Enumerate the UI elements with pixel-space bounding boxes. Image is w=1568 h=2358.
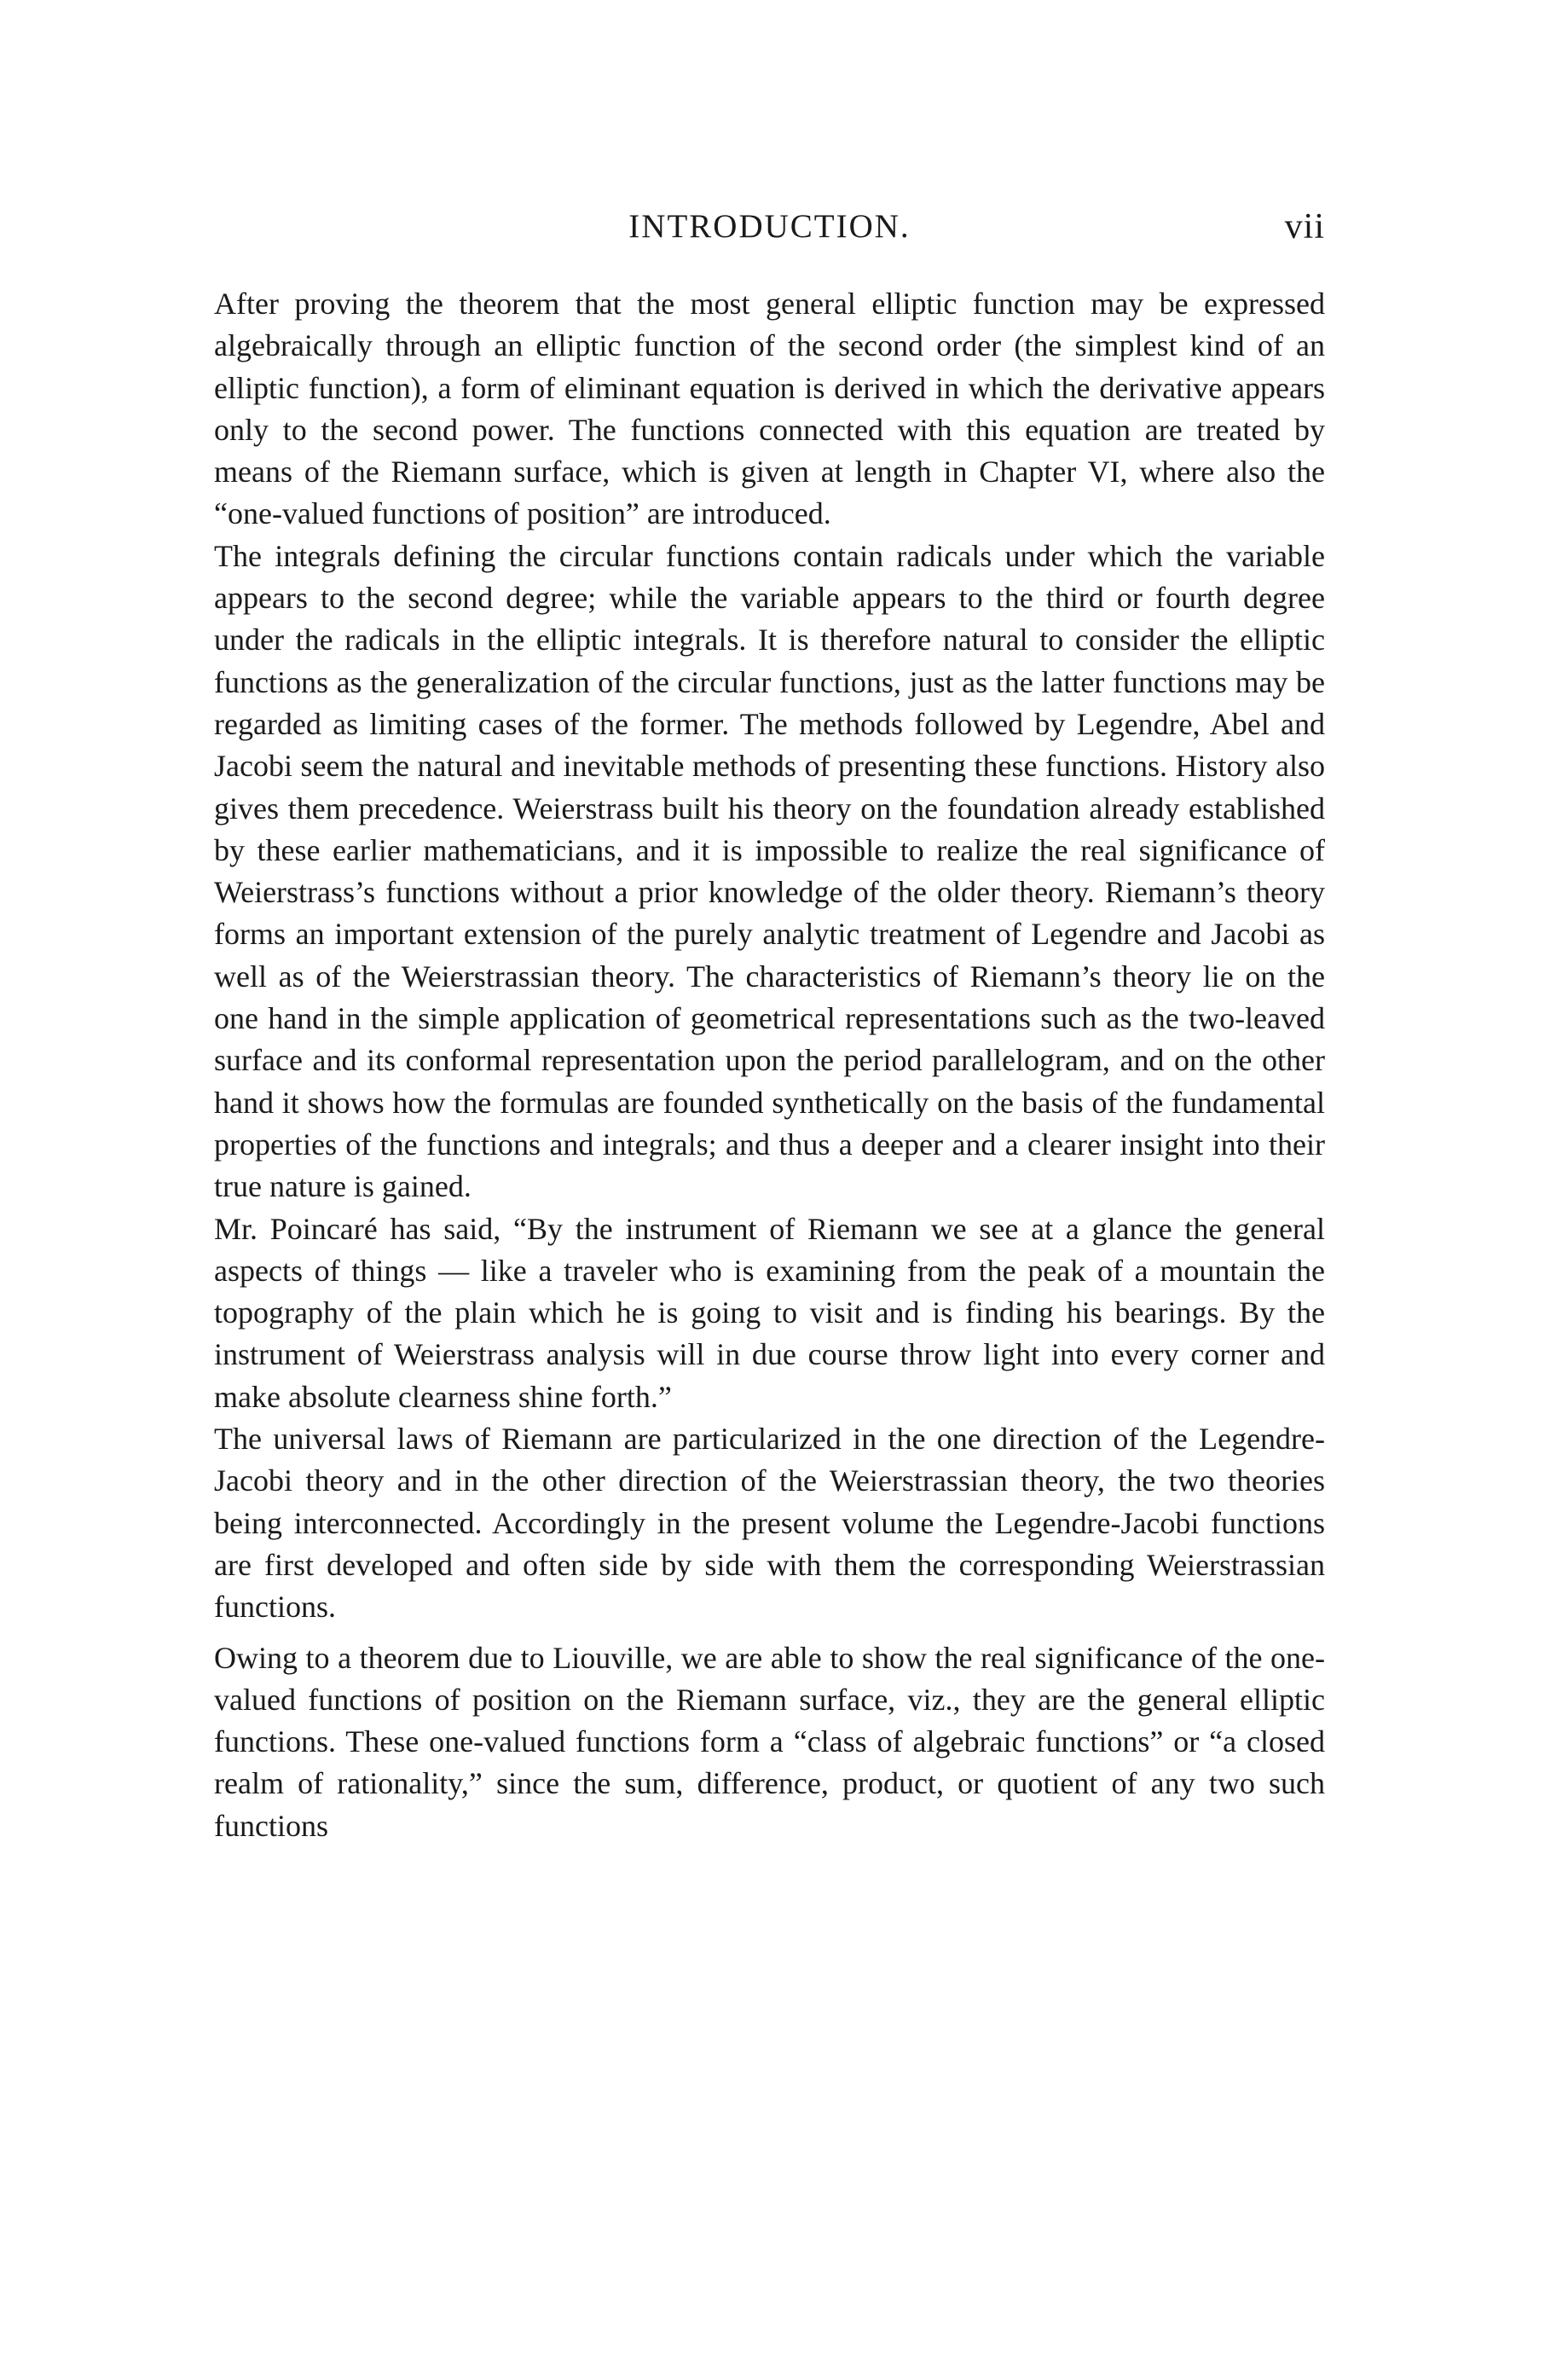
- page-number: vii: [1284, 207, 1325, 246]
- running-title: INTRODUCTION.: [628, 208, 911, 245]
- running-head: [214, 201, 1325, 252]
- paragraph: Owing to a theorem due to Liouville, we are able to show the real significance of the one-valued functions of position on the Riemann surface, viz., they are the general elliptic functions. These one-valued functions form a “class of algebraic functions” or “a closed realm of rationality,” since the sum, difference, product, or quotient of any two such functions: [214, 1640, 1325, 1843]
- paragraph: After proving the theorem that the most general elliptic function may be expressed algebraically through an elliptic function of the second order (the simplest kind of an elliptic function), a form of eliminant equation is derived in which the derivative appears only to the second power. The functions connected with this equation are treated by means of the Riemann surface, which is given at length in Chapter VI, where also the “one-valued functions of position” are introduced.: [214, 287, 1325, 531]
- paragraph: The universal laws of Riemann are particularized in the one direction of the Legendre-Jacobi theory and in the other direction of the Weierstrassian theory, the two theories being interconnected. Accordingly in the present volume the Legendre-Jacobi functions are first developed and often side by side with them the corresponding Weierstrassian functions.: [214, 1422, 1325, 1625]
- paragraph: The integrals defining the circular functions contain radicals under which the variable appears to the second degree; while the variable appears to the third or fourth degree under the radicals in the elliptic integrals. It is therefore natural to consider the elliptic functions as the generalization of the circular functions, just as the latter functions may be regarded as limiting cases of the former. The methods followed by Legendre, Abel and Jacobi seem the natural and inevitable methods of presenting these functions. History also gives them precedence. Weierstrass built his theory on the foundation already established by these earlier mathematicians, and it is impossible to realize the real significance of Weierstrass’s functions without a prior knowledge of the older theory. Riemann’s theory forms an important extension of the purely analytic treatment of Legendre and Jacobi as well as of the Weierstrassian theory. The characteristics of Riemann’s theory lie on the one hand in the simple application of geometrical representations such as the two-leaved surface and its conformal representation upon the period parallelogram, and on the other hand it shows how the formulas are founded synthetically on the basis of the fundamental properties of the functions and integrals; and thus a deeper and a clearer insight into their true nature is gained.: [214, 538, 1325, 1204]
- paragraph: Mr. Poincaré has said, “By the instrument of Riemann we see at a glance the general aspects of things — like a traveler who is examining from the peak of a mountain the topography of the plain which he is going to visit and is finding his bearings. By the instrument of Weierstrass analysis will in due course throw light into every corner and make absolute clearness shine forth.”: [214, 1211, 1325, 1414]
- body-text: [214, 283, 1325, 1847]
